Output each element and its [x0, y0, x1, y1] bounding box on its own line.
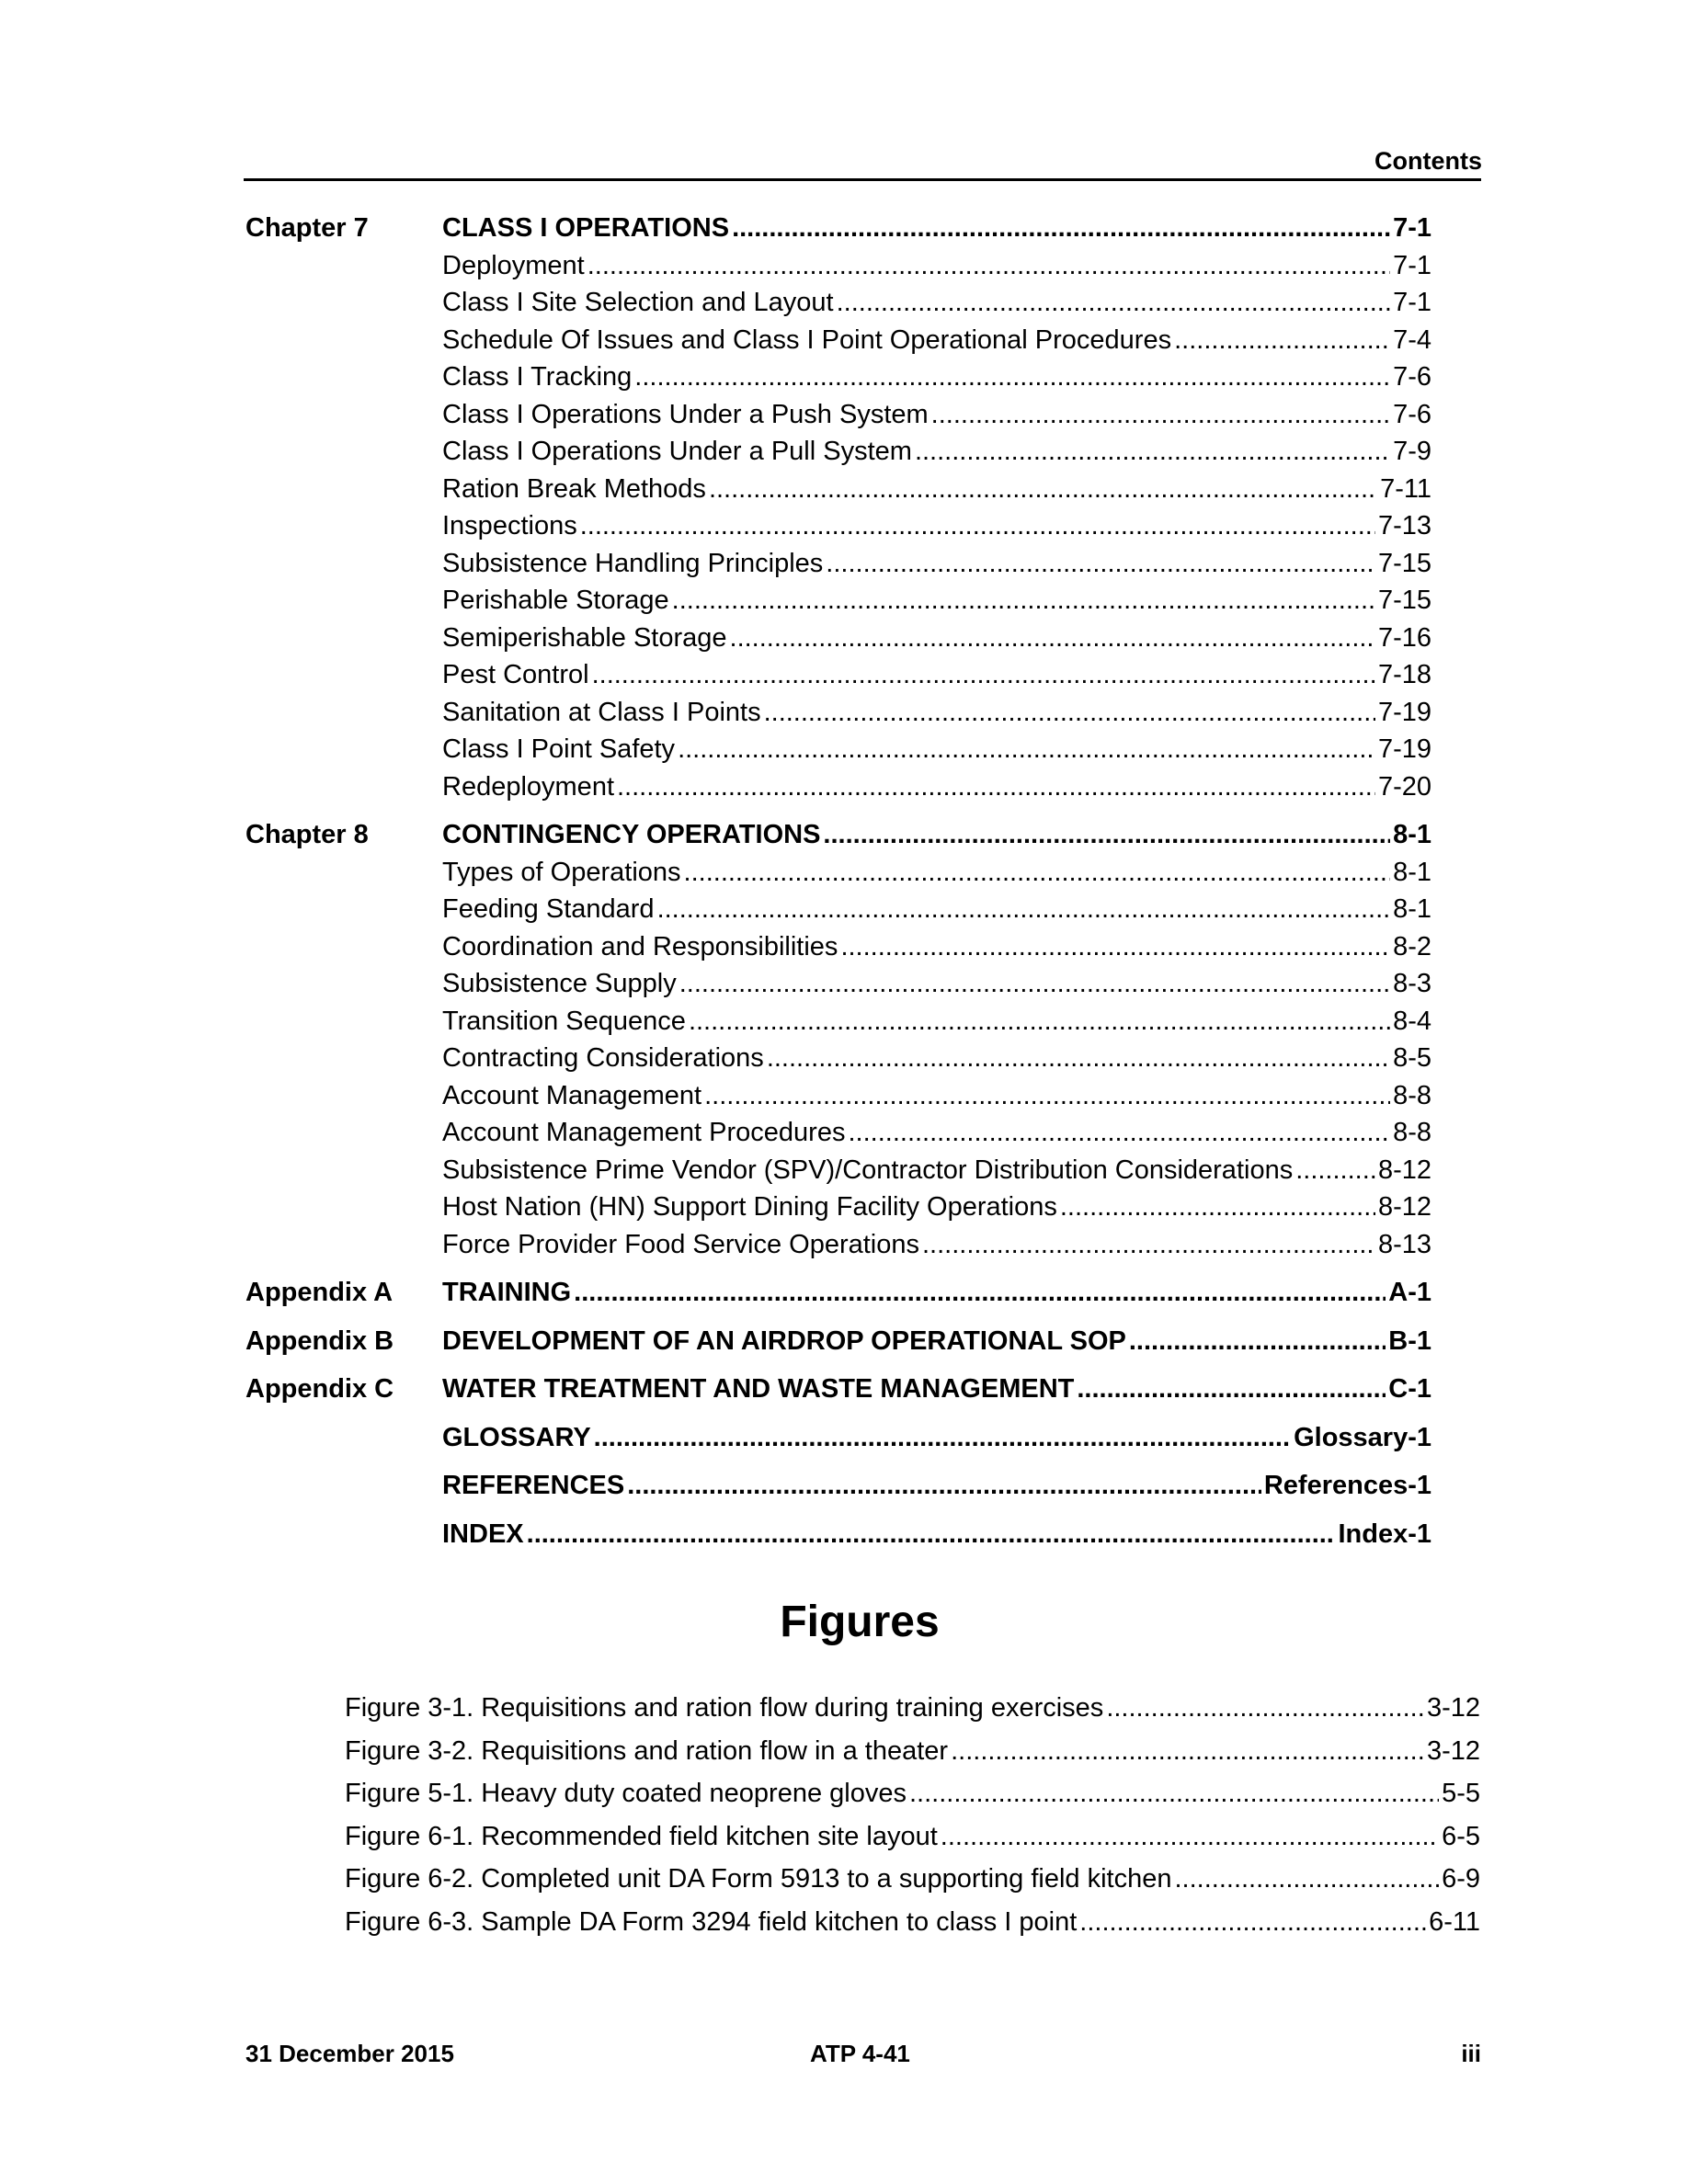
- toc-entry-page: 8-2: [1393, 931, 1431, 961]
- toc-group: [245, 1371, 1431, 1408]
- toc-entry-title: REFERENCES: [442, 1471, 625, 1500]
- toc-group-label: [245, 1467, 442, 1505]
- page-footer: [245, 2040, 1481, 2076]
- toc-entries: [442, 1419, 1431, 1457]
- header-rule: [244, 178, 1481, 181]
- toc-entry[interactable]: [442, 210, 1431, 247]
- toc-group-label: [245, 1419, 442, 1457]
- toc-entry-title: Feeding Standard: [442, 894, 655, 924]
- toc-entry[interactable]: [442, 247, 1431, 285]
- toc-entry-title: Coordination and Responsibilities: [442, 931, 838, 961]
- figure-entry[interactable]: [345, 1687, 1480, 1730]
- toc-entry[interactable]: [442, 620, 1431, 657]
- toc-entry[interactable]: [442, 1467, 1431, 1505]
- dot-leader: [922, 1226, 1375, 1264]
- toc-entry-page: 7-1: [1393, 288, 1431, 317]
- toc-entry-page: 8-1: [1393, 857, 1431, 887]
- dot-leader: [689, 1003, 1390, 1041]
- toc-entry-page: 8-5: [1393, 1043, 1431, 1073]
- toc-entry-title: Deployment: [442, 250, 585, 280]
- toc-group-label: Appendix C: [245, 1374, 394, 1404]
- toc-entry-page: 8-12: [1377, 1155, 1431, 1185]
- toc-entry-page: A-1: [1388, 1278, 1431, 1307]
- dot-leader: [704, 1077, 1390, 1115]
- dot-leader: [848, 1114, 1390, 1152]
- dot-leader: [764, 694, 1375, 732]
- dot-leader: [767, 1040, 1390, 1077]
- toc-entry-page: References-1: [1263, 1471, 1431, 1500]
- toc-entry-title: Account Management Procedures: [442, 1118, 846, 1147]
- toc-entry[interactable]: [442, 1419, 1431, 1457]
- toc-group: [245, 1419, 1431, 1457]
- toc-entry-title: Class I Site Selection and Layout: [442, 288, 834, 317]
- toc-entry[interactable]: [442, 1189, 1431, 1226]
- toc-entries: [442, 210, 1431, 805]
- dot-leader: [1129, 1323, 1386, 1360]
- dot-leader: [592, 656, 1375, 694]
- figure-entry-title: Figure 6-2. Completed unit DA Form 5913 to a supporting field kitchen: [345, 1864, 1172, 1894]
- toc-entry[interactable]: [442, 582, 1431, 620]
- figure-entry-page: 6-5: [1442, 1821, 1480, 1851]
- toc-group: [245, 1516, 1431, 1553]
- toc-entry-title: Subsistence Handling Principles: [442, 548, 824, 578]
- dot-leader: [931, 396, 1390, 434]
- dot-leader: [684, 854, 1391, 892]
- toc-entry-page: 8-4: [1393, 1006, 1431, 1036]
- toc-group-label: Appendix B: [245, 1325, 394, 1356]
- dot-leader: [617, 768, 1375, 806]
- toc-entry[interactable]: [442, 284, 1431, 322]
- toc-entry[interactable]: [442, 507, 1431, 545]
- toc-entry-title: CONTINGENCY OPERATIONS: [442, 820, 821, 849]
- toc-entry-title: Class I Tracking: [442, 362, 633, 392]
- toc-entry[interactable]: [442, 1040, 1431, 1077]
- toc-entry-title: Sanitation at Class I Points: [442, 697, 761, 727]
- toc-entry-page: 8-12: [1377, 1192, 1431, 1222]
- toc-entry[interactable]: [442, 358, 1431, 396]
- toc-entry[interactable]: [442, 694, 1431, 732]
- toc-entry-page: 7-9: [1393, 437, 1431, 466]
- figure-entry-page: 3-12: [1426, 1735, 1480, 1766]
- toc-entry-page: 7-6: [1393, 362, 1431, 392]
- toc-entry[interactable]: [442, 322, 1431, 359]
- toc-entry[interactable]: [442, 1226, 1431, 1264]
- toc-entry[interactable]: [442, 965, 1431, 1003]
- figure-entry-title: Figure 3-1. Requisitions and ration flow during training exercises: [345, 1693, 1104, 1723]
- toc-entry[interactable]: [442, 1152, 1431, 1189]
- dot-leader: [679, 965, 1390, 1003]
- toc-group: [245, 1323, 1431, 1360]
- toc-entry-title: TRAINING: [442, 1278, 572, 1307]
- toc-entry-title: Redeployment: [442, 771, 614, 802]
- toc-entries: [442, 1467, 1431, 1505]
- dot-leader: [823, 816, 1390, 854]
- toc-entry-title: CLASS I OPERATIONS: [442, 213, 730, 243]
- dot-leader: [837, 284, 1390, 322]
- dot-leader: [730, 620, 1375, 657]
- dot-leader: [909, 1772, 1439, 1815]
- toc-entry-title: Account Management: [442, 1080, 702, 1110]
- toc-group: [245, 210, 1431, 805]
- toc-entry[interactable]: [442, 1323, 1431, 1360]
- footer-date: 31 December 2015: [245, 2040, 454, 2067]
- toc-entry-title: GLOSSARY: [442, 1422, 591, 1452]
- toc-entry-page: 7-19: [1377, 734, 1431, 764]
- toc-entry-page: 7-6: [1393, 399, 1431, 429]
- figure-entry[interactable]: [345, 1772, 1480, 1815]
- toc-entry-page: 7-13: [1377, 511, 1431, 540]
- toc-entry-title: Subsistence Supply: [442, 969, 677, 998]
- toc-group-label: Appendix A: [245, 1278, 393, 1307]
- dot-leader: [941, 1815, 1439, 1859]
- toc-entry[interactable]: [442, 545, 1431, 583]
- toc-entry-page: 8-3: [1393, 969, 1431, 998]
- toc-entry-page: 7-4: [1393, 324, 1431, 355]
- toc-entry[interactable]: [442, 731, 1431, 768]
- toc-entry-title: Class I Point Safety: [442, 734, 676, 764]
- figure-entry-title: Figure 6-3. Sample DA Form 3294 field kitchen to class I point: [345, 1906, 1078, 1937]
- dot-leader: [826, 545, 1375, 583]
- dot-leader: [1106, 1687, 1424, 1730]
- dot-leader: [587, 247, 1390, 285]
- toc-entry-title: Inspections: [442, 511, 577, 540]
- toc-group-label: Chapter 8: [245, 820, 369, 849]
- toc-entry-page: 8-8: [1393, 1118, 1431, 1147]
- dot-leader: [574, 1274, 1386, 1312]
- toc-entry[interactable]: [442, 656, 1431, 694]
- dot-leader: [915, 433, 1390, 471]
- toc-entry-page: Index-1: [1338, 1519, 1431, 1549]
- toc-entry-page: 7-18: [1377, 660, 1431, 689]
- toc-entry-title: Force Provider Food Service Operations: [442, 1229, 919, 1259]
- toc-entry-page: 7-19: [1377, 697, 1431, 727]
- toc-entry[interactable]: [442, 891, 1431, 928]
- toc-entries: [442, 1323, 1431, 1360]
- toc-entry-page: 7-15: [1377, 548, 1431, 578]
- toc-entry-page: Glossary-1: [1294, 1422, 1431, 1452]
- toc-entry-page: 8-8: [1393, 1080, 1431, 1110]
- dot-leader: [951, 1730, 1424, 1773]
- footer-page-number: iii: [1461, 2040, 1481, 2067]
- toc-entry-title: INDEX: [442, 1519, 524, 1549]
- toc-entry-page: 8-13: [1377, 1229, 1431, 1259]
- toc-entry[interactable]: [442, 1114, 1431, 1152]
- toc-group-label: Chapter 7: [245, 213, 369, 243]
- toc-entries: [442, 1274, 1431, 1312]
- toc-entries: [442, 1516, 1431, 1553]
- dot-leader: [840, 928, 1390, 966]
- toc-entry-page: B-1: [1388, 1325, 1431, 1356]
- dot-leader: [678, 731, 1375, 768]
- toc-entry-title: Types of Operations: [442, 857, 681, 887]
- dot-leader: [627, 1467, 1261, 1505]
- toc-entries: [442, 1371, 1431, 1408]
- toc-entry-page: 7-20: [1377, 771, 1431, 802]
- toc-entry-title: Ration Break Methods: [442, 473, 706, 504]
- toc-group: [245, 1467, 1431, 1505]
- toc-entry[interactable]: [442, 1003, 1431, 1041]
- figures-list: [345, 1687, 1480, 1943]
- dot-leader: [634, 358, 1390, 396]
- dot-leader: [657, 891, 1391, 928]
- toc-entry[interactable]: [442, 396, 1431, 434]
- dot-leader: [672, 582, 1375, 620]
- toc-entry-page: 7-15: [1377, 586, 1431, 615]
- figure-entry-title: Figure 3-2. Requisitions and ration flow in a theater: [345, 1735, 949, 1766]
- toc-entry[interactable]: [442, 1516, 1431, 1553]
- toc-group-label: [245, 1516, 442, 1553]
- toc-entry-title: Class I Operations Under a Pull System: [442, 437, 912, 466]
- toc-entry[interactable]: [442, 433, 1431, 471]
- toc-entry-page: 7-1: [1393, 250, 1431, 280]
- toc-entry-page: C-1: [1388, 1374, 1431, 1404]
- dot-leader: [1079, 1901, 1426, 1944]
- toc-entry[interactable]: [442, 471, 1431, 508]
- toc-entry-title: Subsistence Prime Vendor (SPV)/Contractor Distribution Considerations: [442, 1155, 1294, 1185]
- toc-entry-page: 7-1: [1393, 213, 1431, 243]
- dot-leader: [709, 471, 1377, 508]
- toc-entry-page: 8-1: [1393, 820, 1431, 849]
- running-header-title: Contents: [1374, 147, 1482, 175]
- figure-entry-page: 6-9: [1442, 1864, 1480, 1894]
- figure-entry-page: 5-5: [1442, 1779, 1480, 1808]
- figure-entry[interactable]: [345, 1730, 1480, 1773]
- dot-leader: [1174, 1858, 1439, 1901]
- figure-entry-page: 3-12: [1426, 1693, 1480, 1723]
- table-of-contents: [245, 210, 1431, 1564]
- toc-entry-title: Contracting Considerations: [442, 1043, 764, 1073]
- toc-group: [245, 816, 1431, 1263]
- dot-leader: [1060, 1189, 1375, 1226]
- toc-entry[interactable]: [442, 768, 1431, 806]
- toc-entry[interactable]: [442, 1274, 1431, 1312]
- footer-document-id: ATP 4-41: [810, 2040, 910, 2067]
- toc-entry-title: Pest Control: [442, 660, 589, 689]
- toc-entry[interactable]: [442, 816, 1431, 854]
- toc-group: [245, 1274, 1431, 1312]
- toc-entry-page: 8-1: [1393, 894, 1431, 924]
- figure-entry-title: Figure 5-1. Heavy duty coated neoprene gloves: [345, 1779, 907, 1808]
- toc-entry-title: Host Nation (HN) Support Dining Facility Operations: [442, 1192, 1057, 1222]
- toc-entry-title: Class I Operations Under a Push System: [442, 399, 929, 429]
- toc-entry[interactable]: [442, 854, 1431, 892]
- figure-entry[interactable]: [345, 1858, 1480, 1901]
- toc-entry-title: Schedule Of Issues and Class I Point Operational Procedures: [442, 324, 1172, 355]
- toc-entry[interactable]: [442, 1077, 1431, 1115]
- dot-leader: [1295, 1152, 1375, 1189]
- figure-entry-page: 6-11: [1429, 1906, 1480, 1937]
- toc-entry-title: DEVELOPMENT OF AN AIRDROP OPERATIONAL SOP: [442, 1325, 1126, 1356]
- toc-entry[interactable]: [442, 928, 1431, 966]
- figures-heading: Figures: [780, 1598, 940, 1646]
- figure-entry[interactable]: [345, 1901, 1480, 1944]
- toc-entry[interactable]: [442, 1371, 1431, 1408]
- toc-entry-title: Transition Sequence: [442, 1006, 686, 1036]
- toc-entry-title: Semiperishable Storage: [442, 622, 727, 653]
- figure-entry[interactable]: [345, 1815, 1480, 1859]
- dot-leader: [594, 1419, 1291, 1457]
- toc-entry-title: WATER TREATMENT AND WASTE MANAGEMENT: [442, 1374, 1075, 1404]
- dot-leader: [1174, 322, 1390, 359]
- toc-entry-title: Perishable Storage: [442, 586, 669, 615]
- figure-entry-title: Figure 6-1. Recommended field kitchen site layout: [345, 1821, 938, 1851]
- dot-leader: [732, 210, 1390, 247]
- toc-entries: [442, 816, 1431, 1263]
- dot-leader: [580, 507, 1375, 545]
- dot-leader: [1077, 1371, 1386, 1408]
- dot-leader: [527, 1516, 1336, 1553]
- toc-entry-page: 7-11: [1380, 473, 1431, 504]
- toc-entry-page: 7-16: [1377, 622, 1431, 653]
